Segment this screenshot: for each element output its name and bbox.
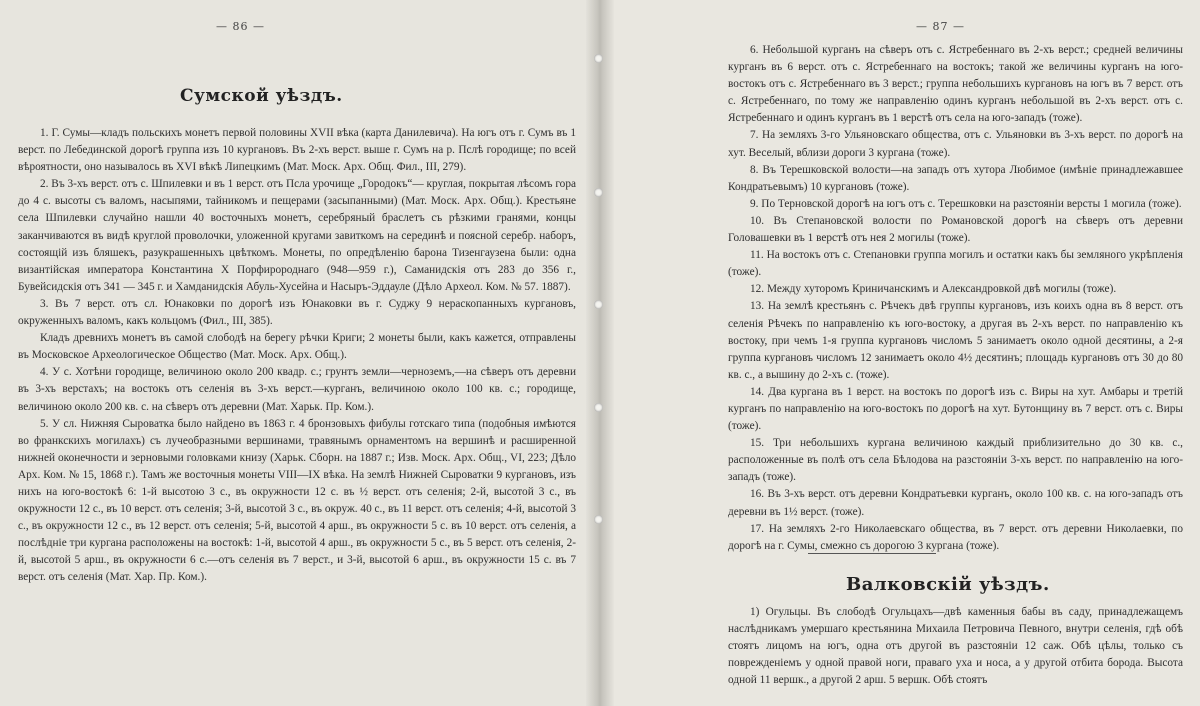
paragraph: 6. Небольшой курганъ на сѣверъ отъ с. Ястребеннаго въ 2-хъ верст.; средней величины курганъ въ 6 верст. отъ с. Ястребеннаго на востокъ; такой же величины курганъ на юго-востокъ отъ с. Ястребеннаго въ 3 верст.; группа небольшихъ кургановъ на югъ въ 7 верст. отъ с. Ястребеннаго, по тому же направленію одинъ курганъ небольшой въ 2-хъ верст. отъ с. Ястребеннаго и одинъ курганъ въ 1 верстѣ отъ села на юго-западъ (тоже). [728, 44, 1183, 125]
section-heading-sumskoy: Сумской уѣздъ. [180, 86, 343, 106]
section-heading-valkovsky: Валковскій уѣздъ. [846, 574, 1050, 595]
binding-hole [594, 300, 603, 309]
left-text-column [18, 125, 576, 587]
paragraph: 5. У сл. Нижняя Сыроватка было найдено въ 1863 г. 4 бронзовыхъ фибулы готскаго типа (подобныя имѣются во франкскихъ могилахъ) съ лучеобразными вершинами, травянымъ орнаментомъ на вершинѣ и расширенной нижней оконечности и зерновыми головками книзу (Харьк. Сборн. на 1887 г.; Изв. Моск. Арх. Общ., VI, 223; Дѣло Арх. Ком. № 15, 1868 г.). Тамъ же восточныя монеты VIII—IX вѣка. На землѣ Нижней Сыроватки 9 кургановъ, изъ нихъ на юго-востокѣ 6: 1-й высотою 3 с., въ окружности 12 с. въ ½ верст. отъ селенія; 2-й, высотой 3 с., въ окружности 12 с., въ 10 верст. отъ селенія; 3-й, высотой 3 с., въ окруж. 40 с., въ 11 верст. отъ селенія; 4-й, высотой 3 с., въ окружности 12 с., въ 12 верст. отъ селенія; 5-й, высотой 4 арш., въ окружности 5 с. въ 10 верст. отъ селенія, а послѣдніе три кургана расположены на востокѣ: 1-й, высотой 4 арш., въ окружности 5 с., въ 5 верст. отъ селенія, 2-й, высотой 5 арш., въ окружности 6 с.—отъ селенія въ 7 верст., и 3-й, высотой 6 арш., въ окружности 15 с. въ 7 верст. отъ селенія (Мат. Хар. Пр. Ком.). [18, 417, 576, 584]
left-page [0, 0, 596, 706]
page-number-right: — 87 — [916, 20, 965, 33]
paragraph: 4. У с. Хотѣни городище, величиною около 200 квадр. с.; грунтъ земли—черноземъ,—на сѣверъ отъ деревни въ 3-хъ верстахъ; на востокъ отъ селенія въ 3-хъ верст.—курганъ, величиною около 100 кв. с.; городище, величиною около 200 кв. с. на сѣверъ отъ деревни (Мат. Харьк. Пр. Ком.). [18, 366, 576, 413]
binding-hole [594, 54, 603, 63]
section-divider [808, 553, 936, 554]
page-number-left: — 86 — [216, 20, 265, 33]
binding-hole [594, 403, 603, 412]
paragraph: 10. Въ Степановской волости по Романовской дорогѣ на сѣверъ отъ деревни Головашевки въ 1 верстѣ отъ нея 2 могилы (тоже). [728, 214, 1183, 245]
paragraph: 8. Въ Терешковской волости—на западъ отъ хутора Любимое (имѣніе принадлежавшее Кондратьевымъ) 10 кургановъ (тоже). [728, 163, 1183, 193]
right-text-column-bottom [728, 604, 1183, 689]
paragraph: 1. Г. Сумы—кладъ польскихъ монетъ первой половины XVII вѣка (карта Данилевича). На югъ отъ г. Сумъ въ 1 верст. по Лебединской дорогѣ группа изъ 10 кургановъ. Въ 2-хъ верст. выше г. Сумъ на р. Пслѣ городище; по всей вѣроятности, оно называлось въ XVI вѣкѣ Липецкимъ (Мат. Моск. Арх. Общ. Фил., III, 279). [18, 127, 576, 174]
paragraph: 17. На земляхъ 2-го Николаевскаго общества, въ 7 верст. отъ деревни Николаевки, по дорогѣ на г. Сумы, смежно съ дорогою 3 кургана (тоже). [728, 522, 1183, 552]
paragraph: 16. Въ 3-хъ верст. отъ деревни Кондратьевки курганъ, около 100 кв. с. на юго-западъ отъ деревни въ 1½ верст. (тоже). [728, 488, 1183, 518]
paragraph: 15. Три небольшихъ кургана величиною каждый приблизительно до 30 кв. с., расположенные въ полѣ отъ села Бѣлодова на разстояніи 3-хъ верст. по направленію на юго-западъ (тоже). [728, 437, 1183, 484]
binding-hole [594, 188, 603, 197]
paragraph: 9. По Терновской дорогѣ на югъ отъ с. Терешковки на разстояніи версты 1 могила (тоже). [750, 197, 1182, 210]
right-text-column [728, 42, 1183, 555]
paragraph: Кладъ древнихъ монетъ въ самой слободѣ на берегу рѣчки Криги; 2 монеты были, какъ кажется, отправлены въ Московское Археологическое Общество (Мат. Моск. Арх. Общ.). [18, 332, 576, 362]
paragraph: 12. Между хуторомъ Криничанскимъ и Александровкой двѣ могилы (тоже). [750, 283, 1117, 296]
paragraph: 14. Два кургана въ 1 верст. на востокъ по дорогѣ изъ с. Виры на хут. Амбары и третій курганъ по направленію на юго-востокъ по дорогѣ на хут. Бутонщину въ 7 верст. отъ с. Виры (тоже). [728, 385, 1183, 433]
paragraph: 3. Въ 7 верст. отъ сл. Юнаковки по дорогѣ изъ Юнаковки въ г. Суджу 9 нераскопанныхъ кургановъ, окруженныхъ валомъ, какъ кольцомъ (Фил., III, 385). [18, 297, 576, 328]
right-page [596, 0, 1200, 706]
paragraph: 1) Огульцы. Въ слободѣ Огульцахъ—двѣ каменныя бабы въ саду, принадлежащемъ наслѣдникамъ умершаго крестьянина Михаила Петровича Певного, внутри селенія, гдѣ обѣ стоятъ лицомъ на югъ, одна отъ другой въ разстояніи 12 саж. Обѣ цѣлы, только съ поврежденіемъ у одной правой ноги, праваго уха и носа, а у другой отбита борода. Высота одной 11 вершк., а другой 2 арш. 5 вершк. Обѣ стоятъ [728, 606, 1183, 687]
paragraph: 7. На земляхъ 3-го Ульяновскаго общества, отъ с. Ульяновки въ 3-хъ верст. по дорогѣ на хут. Веселый, вблизи дороги 3 кургана (тоже). [728, 129, 1183, 159]
binding-hole [594, 515, 603, 524]
paragraph: 11. На востокъ отъ с. Степановки группа могилъ и остатки какъ бы земляного укрѣпленія (тоже). [728, 249, 1183, 279]
paragraph: 2. Въ 3-хъ верст. отъ с. Шпилевки и въ 1 верст. отъ Псла урочище „Городокъ“— круглая, покрытая лѣсомъ гора до 4 с. высоты съ валомъ, насыпями, тайникомъ и пещерами (засыпанными) (Мат. Моск. Арх. Общ.). Крестьяне села Шпилевки случайно нашли 40 восточныхъ монетъ, серебряный браслетъ съ рѣзкими гранями, концы заканчиваются въ видѣ круглой проволочки, уложенной кругами завиткомъ на серединѣ и поясной серебр. наборъ, состоящій изъ бляшекъ, разукрашенныхъ цвѣткомъ. Монеты, по опредѣленію барона Тизенгаузена были: одна византійская императора Константина X Порфиророднаго (948—959 г.), Саманидскія отъ 283 до 356 г., Бувейсидскія отъ 341 — 345 г. и Хамданидскія Абуль-Хусейна и Насыръ-Эддауле (Дѣло Археол. Ком. № 57. 1887). [18, 178, 576, 293]
book-gutter [586, 0, 614, 706]
paragraph: 13. На землѣ крестьянъ с. Рѣчекъ двѣ группы кургановъ, изъ коихъ одна въ 8 верст. отъ селенія Рѣчекъ по направленію къ юго-востоку, а другая въ 2-хъ верст. по направленію къ востоку, при чемъ 1-я группа кургановъ числомъ 5 занимаетъ около одной десятины, а 2-я группа кургановъ числомъ 12 занимаетъ около 4½ десятинъ; площадь кургановъ отъ 30 до 80 кв. с., а вышину до 2-хъ с. (тоже). [728, 300, 1183, 381]
